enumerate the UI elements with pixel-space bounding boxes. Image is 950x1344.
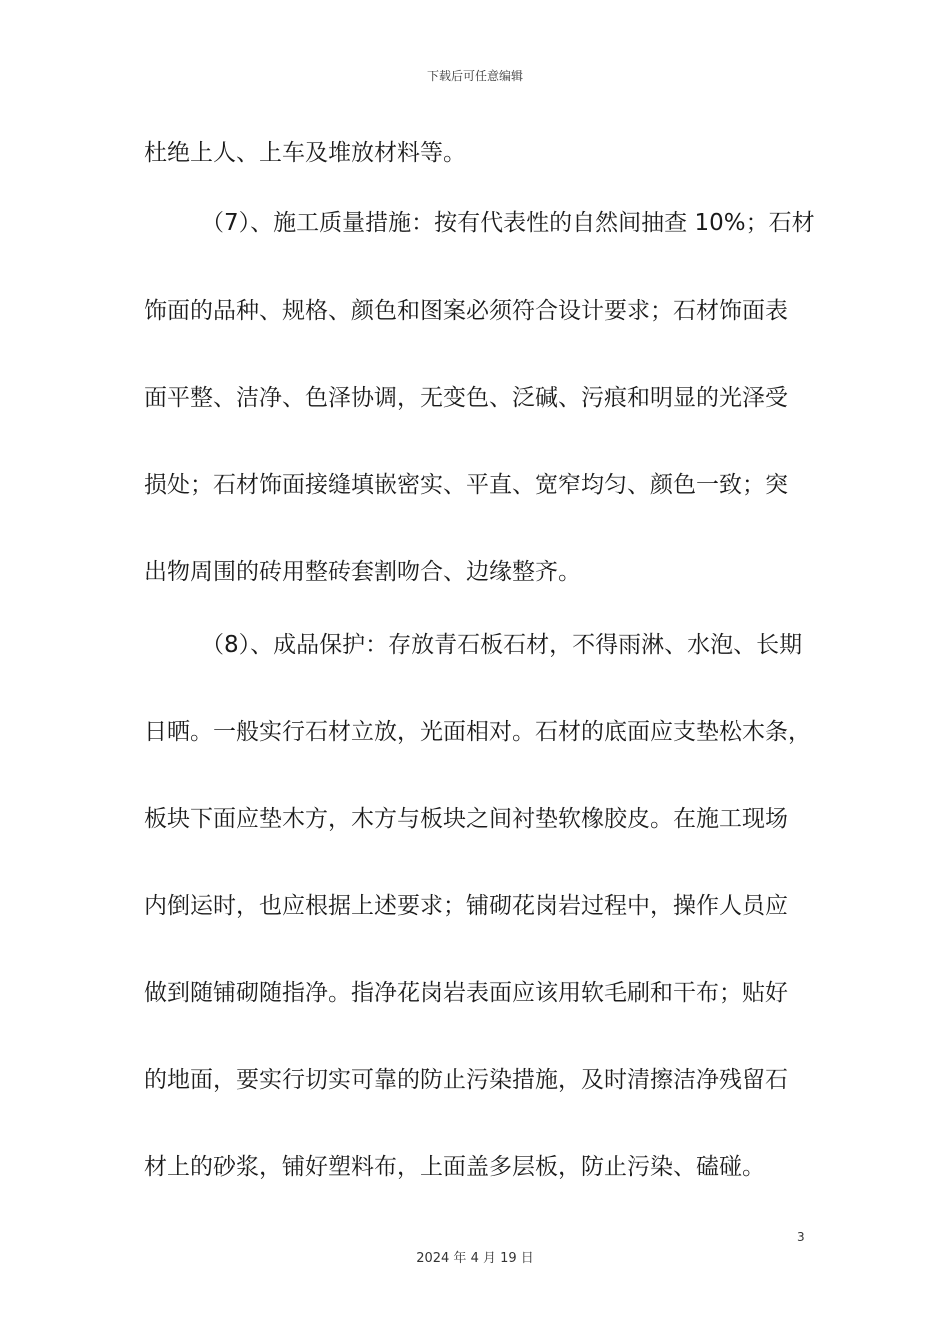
footer-date: 2024 年 4 月 19 日 [416,1251,534,1266]
body-line: 材上的砂浆，铺好塑料布，上面盖多层板，防止污染、磕碰。 [144,1154,765,1180]
body-line: 日晒。一般实行石材立放，光面相对。石材的底面应支垫松木条， [144,719,811,745]
page-number: 3 [797,1230,805,1244]
body-line: 面平整、洁净、色泽协调，无变色、泛碱、污痕和明显的光泽受 [144,385,788,411]
body-line: 的地面，要实行切实可靠的防止污染措施，及时清擦洁净残留石 [144,1067,788,1093]
body-line: 做到随铺砌随指净。指净花岗岩表面应该用软毛刷和干布；贴好 [144,980,788,1006]
body-line: 内倒运时，也应根据上述要求；铺砌花岗岩过程中，操作人员应 [144,893,788,919]
paragraph-8-first-line: （8）、成品保护：存放青石板石材，不得雨淋、水泡、长期 [201,632,803,658]
body-line: 板块下面应垫木方，木方与板块之间衬垫软橡胶皮。在施工现场 [144,806,788,832]
body-line: 出物周围的砖用整砖套割吻合、边缘整齐。 [144,559,581,585]
paragraph-7-first-line: （7）、施工质量措施：按有代表性的自然间抽查 10%；石材 [201,210,815,236]
page-header: 下载后可任意编辑 [426,69,523,83]
body-line: 损处；石材饰面接缝填嵌密实、平直、宽窄均匀、颜色一致；突 [144,472,788,498]
body-line: 饰面的品种、规格、颜色和图案必须符合设计要求；石材饰面表 [144,298,788,324]
body-line: 杜绝上人、上车及堆放材料等。 [144,140,466,166]
